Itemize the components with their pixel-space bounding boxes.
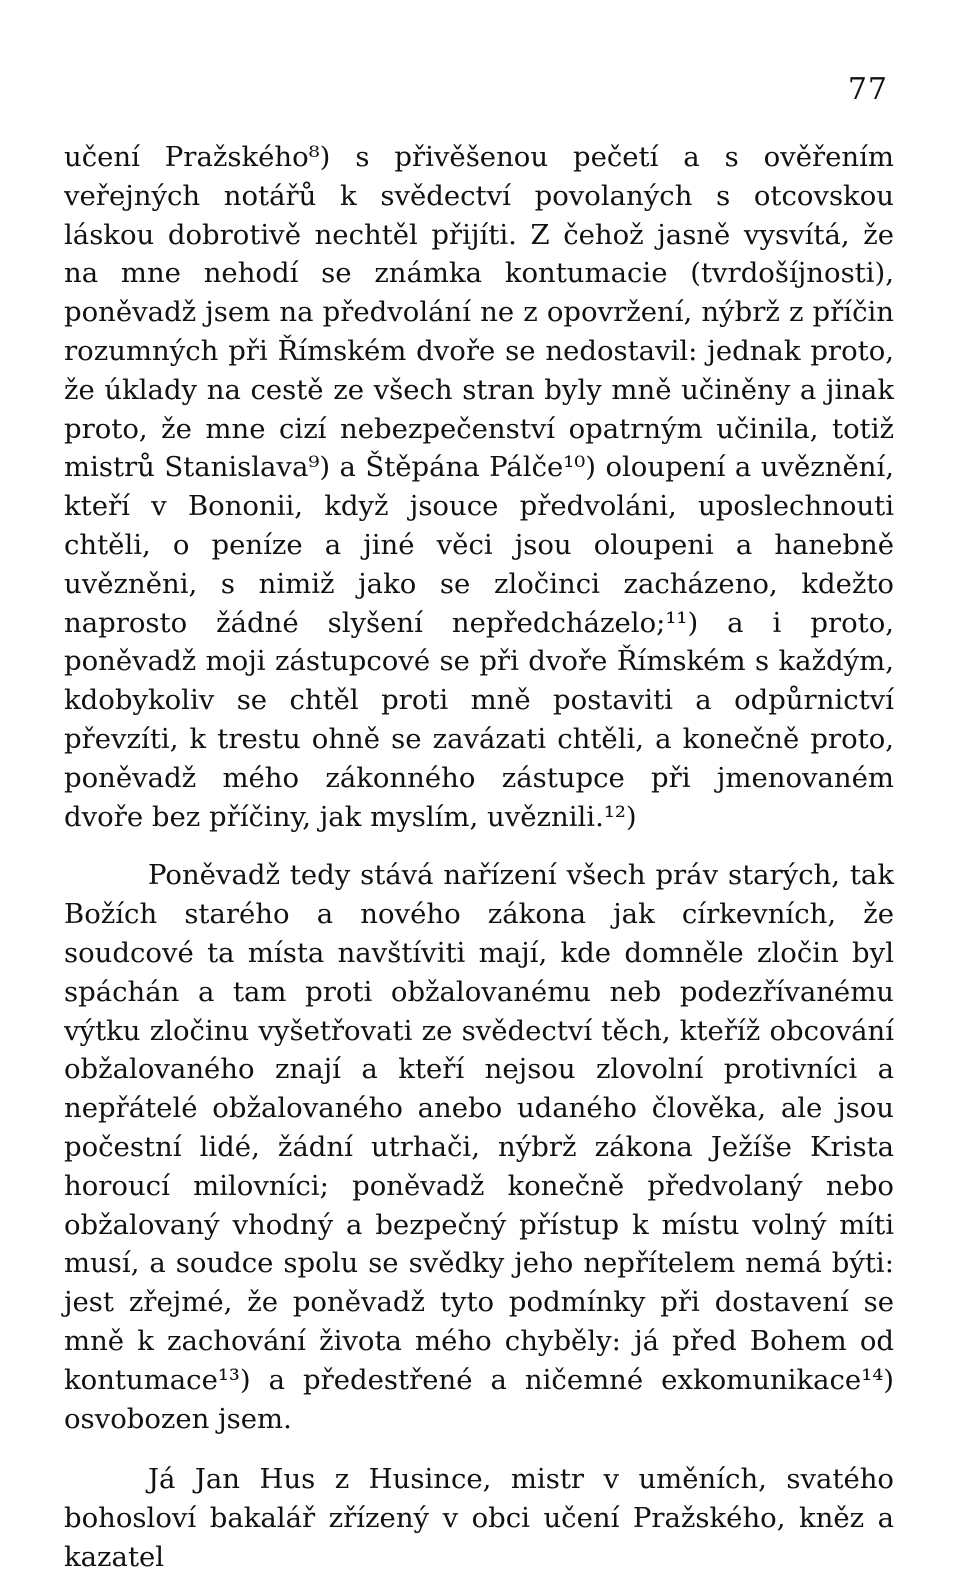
page-number: 77 [847,72,888,107]
paragraph-1: učení Pražského⁸) s přivěšenou pečetí a s ověřením veřejných notářů k svědectví povolaných s otcovskou láskou dobrotivě nechtěl přijíti. Z čehož jasně vysvítá, že na mne nehodí se známka kontumacie (tvrdošíjnosti), poněvadž jsem na předvolání ne z opovržení, nýbrž z příčin rozumných při Římském dvoře se nedostavil: jednak proto, že úklady na cestě ze všech stran byly mně učiněny a jinak proto, že mne cizí nebezpečenství opatrným učinila, totiž mistrů Stanislava⁹) a Štěpána Pálče¹⁰) oloupení a uvěznění, kteří v Bononii, když jsouce předvoláni, uposlechnouti chtěli, o peníze a jiné věci jsou oloupeni a hanebně uvězněni, s nimiž jako se zločinci zacházeno, kdežto naprosto žádné slyšení nepředcházelo;¹¹) a i proto, poněvadž moji zástupcové se při dvoře Římském s každým, kdobykoliv se chtěl proti mně postaviti a odpůrnictví převzíti, k trestu ohně se zavázati chtěli, a konečně proto, poněvadž mého zákonného zástupce při jmenovaném dvoře bez příčiny, jak myslím, uvěznili.¹²) [64,141,894,833]
body-text [64,138,894,1577]
paragraph-3: Já Jan Hus z Husince, mistr v uměních, svatého bohosloví bakalář zřízený v obci učení Pražského, kněz a kazatel [64,1463,894,1573]
paragraph-2: Poněvadž tedy stává nařízení všech práv starých, tak Božích starého a nového zákona jak církevních, že soudcové ta místa navštíviti mají, kde domněle zločin byl spáchán a tam proti obžalovanému neb podezřívanému výtku zločinu vyšetřovati ze svědectví těch, kteříž obcování obžalovaného znají a kteří nejsou zlovolní protivníci a nepřátelé obžalovaného anebo udaného člověka, ale jsou počestní lidé, žádní utrhači, nýbrž zákona Ježíše Krista horoucí milovníci; poněvadž konečně předvolaný nebo obžalovaný vhodný a bezpečný přístup k místu volný míti musí, a soudce spolu se svědky jeho nepřítelem nemá býti: jest zřejmé, že poněvadž tyto podmínky při dostavení se mně k zachování života mého chyběly: já před Bohem od kontumace¹³) a předestřené a ničemné exkomunikace¹⁴) osvobozen jsem. [64,859,894,1435]
